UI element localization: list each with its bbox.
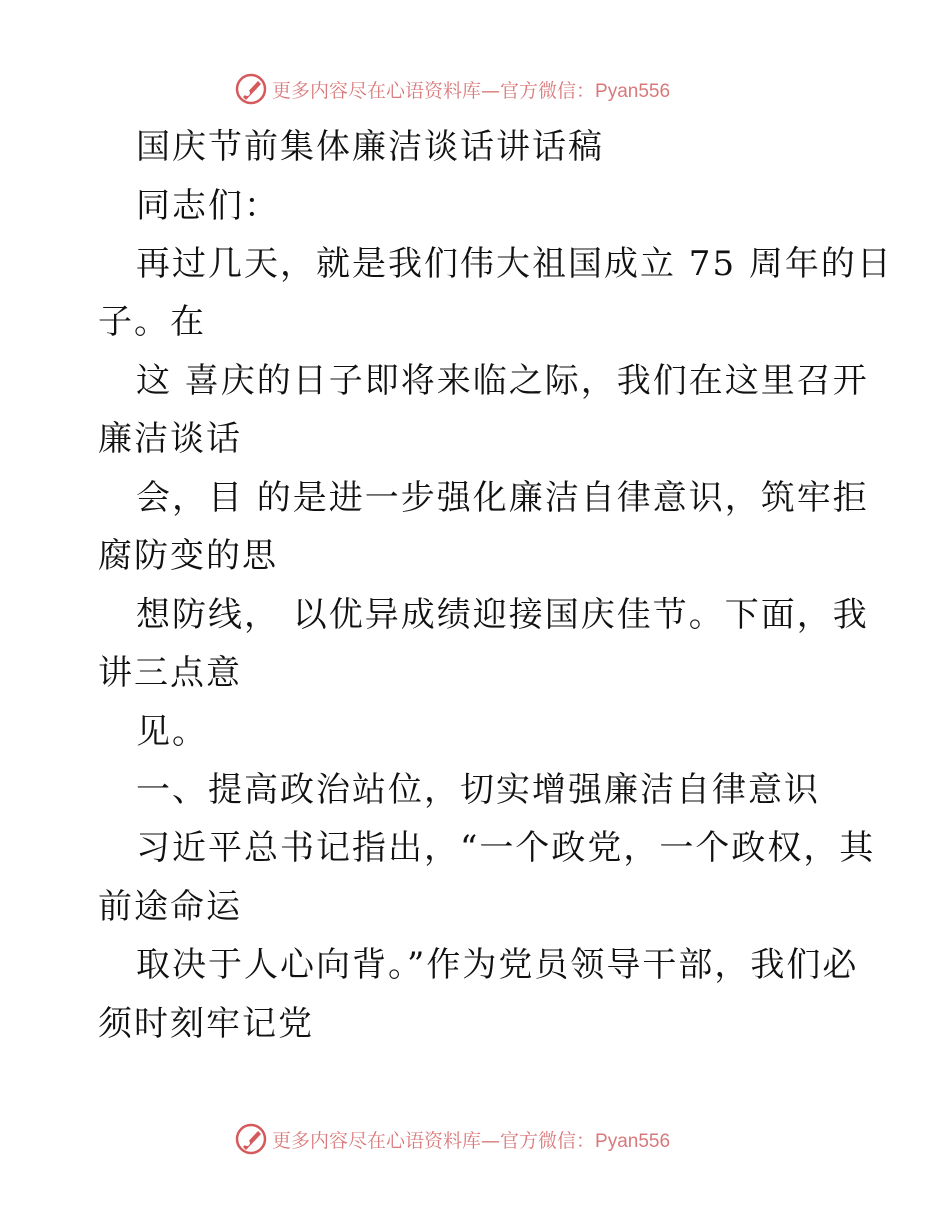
watermark-banner-top: [0, 70, 950, 110]
salutation: 同志们：: [136, 186, 280, 226]
text-line: 想防线， 以优异成绩迎接国庆佳节。下面，我: [136, 595, 869, 635]
watermark-text: 更多内容尽在心语资料库—官方微信：Pyan556: [272, 80, 671, 102]
text-line: 这 喜庆的日子即将来临之际，我们在这里召开: [136, 361, 869, 401]
text-line: 前途命运: [98, 887, 242, 927]
watermark-text: 更多内容尽在心语资料库—官方微信：Pyan556: [272, 1130, 671, 1152]
text-line: 取决于人心向背。”作为党员领导干部，我们必: [136, 945, 859, 985]
text-line: 讲三点意: [98, 653, 242, 693]
text-line: 子。在: [98, 302, 206, 342]
text-line: 再过几天，就是我们伟大祖国成立 75 周年的日: [136, 244, 893, 284]
watermark-banner-bottom: [0, 1120, 950, 1160]
text-line: 须时刻牢记党: [98, 1004, 314, 1044]
text-line: 习近平总书记指出，“一个政党，一个政权，其: [136, 828, 876, 868]
text-line: 腐防变的思: [98, 536, 278, 576]
section-heading: 一、提高政治站位，切实增强廉洁自律意识: [136, 770, 820, 810]
document-title: 国庆节前集体廉洁谈话讲话稿: [136, 127, 604, 167]
text-line: 廉洁谈话: [98, 419, 242, 459]
pen-logo-icon: [234, 72, 268, 106]
text-line: 会，目 的是进一步强化廉洁自律意识，筑牢拒: [136, 478, 869, 518]
pen-logo-icon: [234, 1122, 268, 1156]
text-line: 见。: [136, 712, 208, 752]
